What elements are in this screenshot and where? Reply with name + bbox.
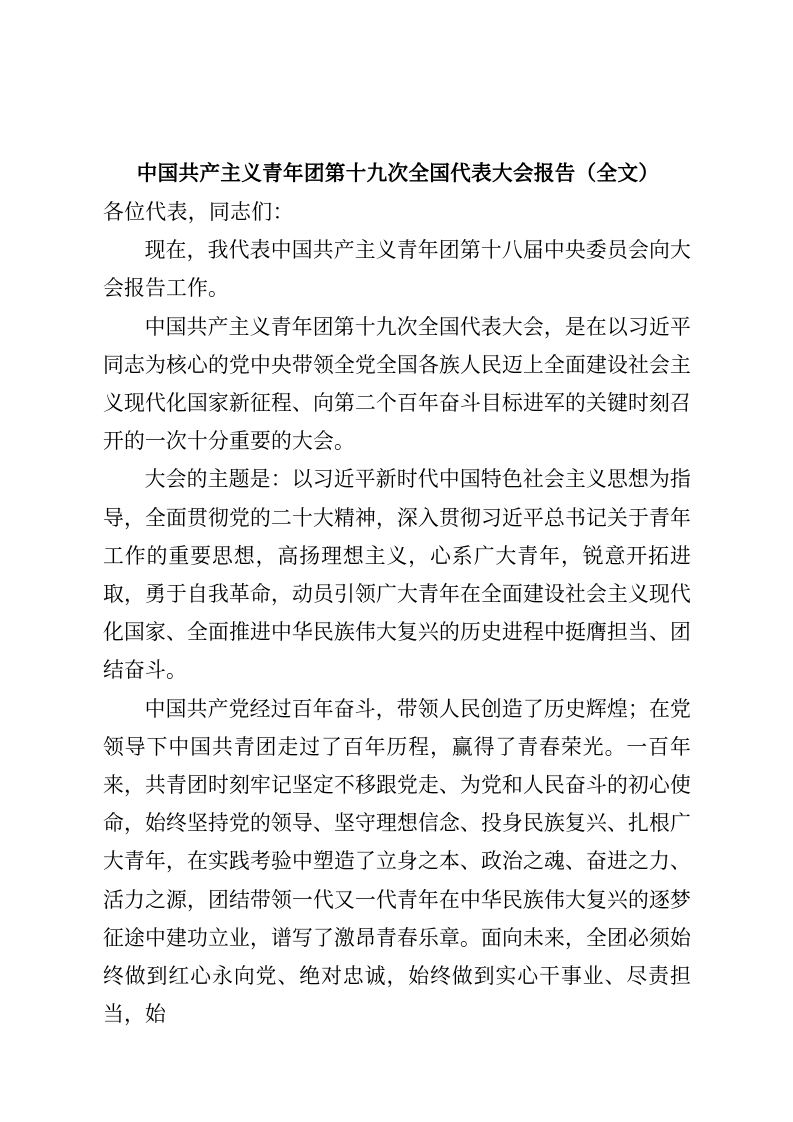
paragraph-2: 中国共产主义青年团第十九次全国代表大会，是在以习近平同志为核心的党中央带领全党全国各族人民迈上全面建设社会主义现代化国家新征程、向第二个百年奋斗目标进军的关键时刻召开的一次十分重要的大会。 xyxy=(103,314,691,454)
document-body xyxy=(103,193,691,1033)
paragraph-3: 大会的主题是：以习近平新时代中国特色社会主义思想为指导，全面贯彻党的二十大精神，深入贯彻习近平总书记关于青年工作的重要思想，高扬理想主义，心系广大青年，锐意开拓进取，勇于自我革命，动员引领广大青年在全面建设社会主义现代化国家、全面推进中华民族伟大复兴的历史进程中挺膺担当、团结奋斗。 xyxy=(103,467,691,683)
paragraph-1: 现在，我代表中国共产主义青年团第十八届中央委员会向大会报告工作。 xyxy=(103,238,691,301)
paragraph-4: 中国共产党经过百年奋斗，带领人民创造了历史辉煌；在党领导下中国共青团走过了百年历程，赢得了青春荣光。一百年来，共青团时刻牢记坚定不移跟党走、为党和人民奋斗的初心使命，始终坚持党的领导、坚守理想信念、投身民族复兴、扎根广大青年，在实践考验中塑造了立身之本、政治之魂、奋进之力、活力之源，团结带领一代又一代青年在中华民族伟大复兴的逐梦征途中建功立业，谱写了激昂青春乐章。面向未来，全团必须始终做到红心永向党、绝对忠诚，始终做到实心干事业、尽责担当，始 xyxy=(103,696,691,1027)
document-title: 中国共产主义青年团第十九次全国代表大会报告（全文） xyxy=(136,161,660,185)
salutation: 各位代表，同志们： xyxy=(103,200,294,224)
